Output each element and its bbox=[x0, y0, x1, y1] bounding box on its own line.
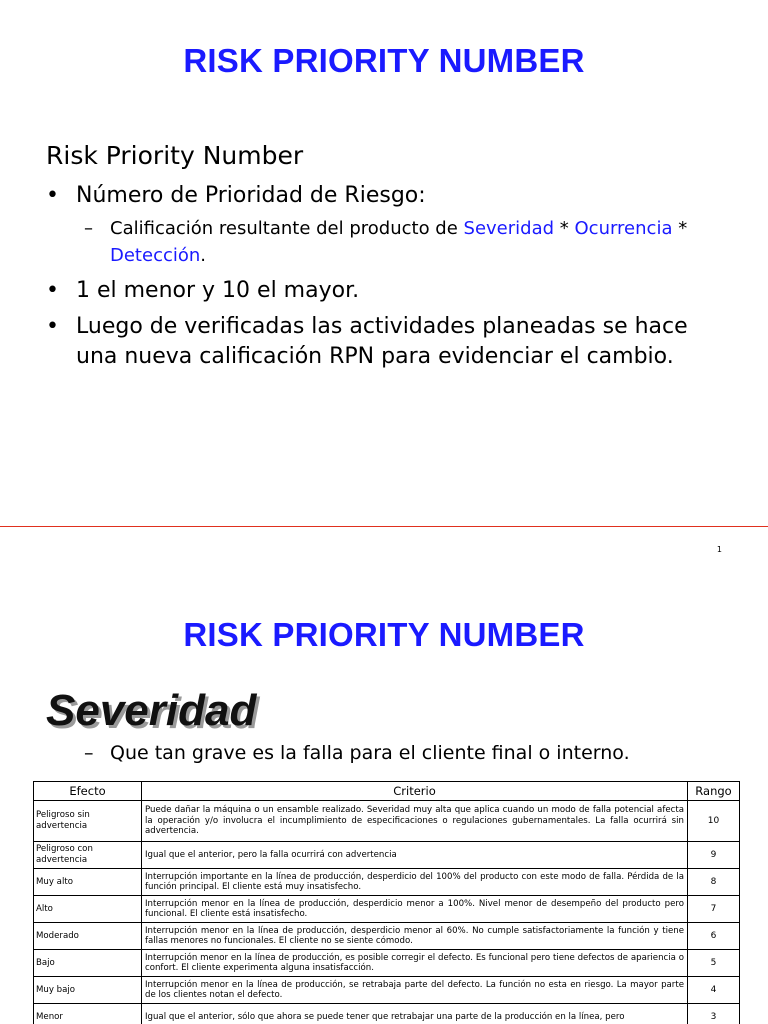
slide2-title: RISK PRIORITY NUMBER bbox=[183, 616, 585, 653]
slide1-subheading: Risk Priority Number bbox=[46, 141, 304, 170]
cell-efecto: Muy alto bbox=[34, 869, 142, 896]
cell-efecto: Peligroso con advertencia bbox=[34, 842, 142, 869]
keyword-severidad: Severidad bbox=[463, 218, 555, 239]
sub-bullet-text: Que tan grave es la falla para el cliente final o interno. bbox=[110, 742, 630, 764]
bullet-recalculation bbox=[46, 312, 688, 372]
keyword-deteccion: Detección bbox=[110, 245, 201, 266]
cell-efecto: Menor bbox=[34, 1004, 142, 1024]
table-row bbox=[34, 842, 740, 869]
cell-criterio: Interrupción menor en la línea de producción, desperdicio menor a 100%. Nivel menor de desempeño del producto pero funcional. El cliente está insatisfecho. bbox=[142, 896, 688, 923]
severidad-sub-bullet bbox=[84, 742, 630, 764]
cell-rango: 5 bbox=[688, 950, 740, 977]
severidad-heading: Severidad bbox=[46, 686, 257, 735]
keyword-ocurrencia: Ocurrencia bbox=[574, 218, 673, 239]
slide-divider bbox=[0, 526, 768, 527]
cell-criterio: Interrupción menor en la línea de producción, es posible corregir el defecto. Es funcional pero tiene defectos de apariencia o confort. El cliente experimenta alguna insatisfacción. bbox=[142, 950, 688, 977]
cell-rango: 6 bbox=[688, 923, 740, 950]
header-efecto: Efecto bbox=[34, 782, 142, 801]
cell-criterio: Interrupción menor en la línea de producción, desperdicio menor al 60%. No cumple satisfactoriamente la función y tiene fallas menores no funcionales. El cliente no se siente cómodo. bbox=[142, 923, 688, 950]
cell-criterio: Interrupción menor en la línea de producción, se retrabaja parte del defecto. La función no esta en riesgo. La mayor parte de los clientes notan el defecto. bbox=[142, 977, 688, 1004]
sub-bullet-prefix: Calificación resultante del producto de bbox=[110, 218, 464, 239]
sub-bullet-suffix: . bbox=[200, 245, 207, 266]
bullet-text-line2: una nueva calificación RPN para evidenciar el cambio. bbox=[76, 344, 674, 369]
dash-icon: – bbox=[84, 742, 94, 764]
bullet-text-line1: Luego de verificadas las actividades planeadas se hace bbox=[76, 314, 688, 339]
cell-rango: 8 bbox=[688, 869, 740, 896]
bullet-scale bbox=[46, 276, 359, 306]
table-header-row bbox=[34, 782, 740, 801]
dash-icon: – bbox=[84, 218, 93, 239]
table-row bbox=[34, 977, 740, 1004]
cell-criterio: Interrupción importante en la línea de producción, desperdicio del 100% del producto con este modo de falla. Pérdida de la función principal. El cliente está muy insatisfecho. bbox=[142, 869, 688, 896]
bullet-dot-icon: • bbox=[46, 278, 59, 303]
table-row bbox=[34, 896, 740, 923]
cell-criterio: Igual que el anterior, pero la falla ocurrirá con advertencia bbox=[142, 842, 688, 869]
bullet-dot-icon: • bbox=[46, 183, 59, 208]
cell-rango: 10 bbox=[688, 801, 740, 842]
table-row bbox=[34, 801, 740, 842]
cell-efecto: Peligroso sin advertencia bbox=[34, 801, 142, 842]
cell-efecto: Muy bajo bbox=[34, 977, 142, 1004]
cell-rango: 7 bbox=[688, 896, 740, 923]
cell-rango: 3 bbox=[688, 1004, 740, 1024]
cell-criterio: Puede dañar la máquina o un ensamble realizado. Severidad muy alta que aplica cuando un modo de falla potencial afecta la operación y/o involucra el incumplimiento de especificaciones o regulaciones gubernamentales. La falla ocurrirá sin advertencia. bbox=[142, 801, 688, 842]
bullet-text bbox=[76, 312, 688, 372]
operator-multiply: * bbox=[554, 218, 575, 239]
cell-rango: 4 bbox=[688, 977, 740, 1004]
cell-efecto: Bajo bbox=[34, 950, 142, 977]
table-row bbox=[34, 869, 740, 896]
cell-efecto: Alto bbox=[34, 896, 142, 923]
bullet-text: Número de Prioridad de Riesgo: bbox=[76, 183, 426, 208]
bullet-rpn-definition bbox=[46, 181, 426, 211]
bullet-text: 1 el menor y 10 el mayor. bbox=[76, 278, 360, 303]
severity-table bbox=[33, 781, 740, 1024]
table-row bbox=[34, 923, 740, 950]
page-number: 1 bbox=[716, 545, 722, 554]
header-rango: Rango bbox=[688, 782, 740, 801]
table-row bbox=[34, 950, 740, 977]
sub-bullet-calculation bbox=[84, 215, 687, 269]
slide1-title: RISK PRIORITY NUMBER bbox=[183, 42, 585, 79]
cell-rango: 9 bbox=[688, 842, 740, 869]
header-criterio: Criterio bbox=[142, 782, 688, 801]
bullet-dot-icon: • bbox=[46, 314, 59, 339]
table-row bbox=[34, 1004, 740, 1024]
cell-efecto: Moderado bbox=[34, 923, 142, 950]
sub-bullet-text bbox=[110, 215, 687, 269]
cell-criterio: Igual que el anterior, sólo que ahora se puede tener que retrabajar una parte de la producción en la línea, pero bbox=[142, 1004, 688, 1024]
operator-multiply: * bbox=[672, 218, 688, 239]
